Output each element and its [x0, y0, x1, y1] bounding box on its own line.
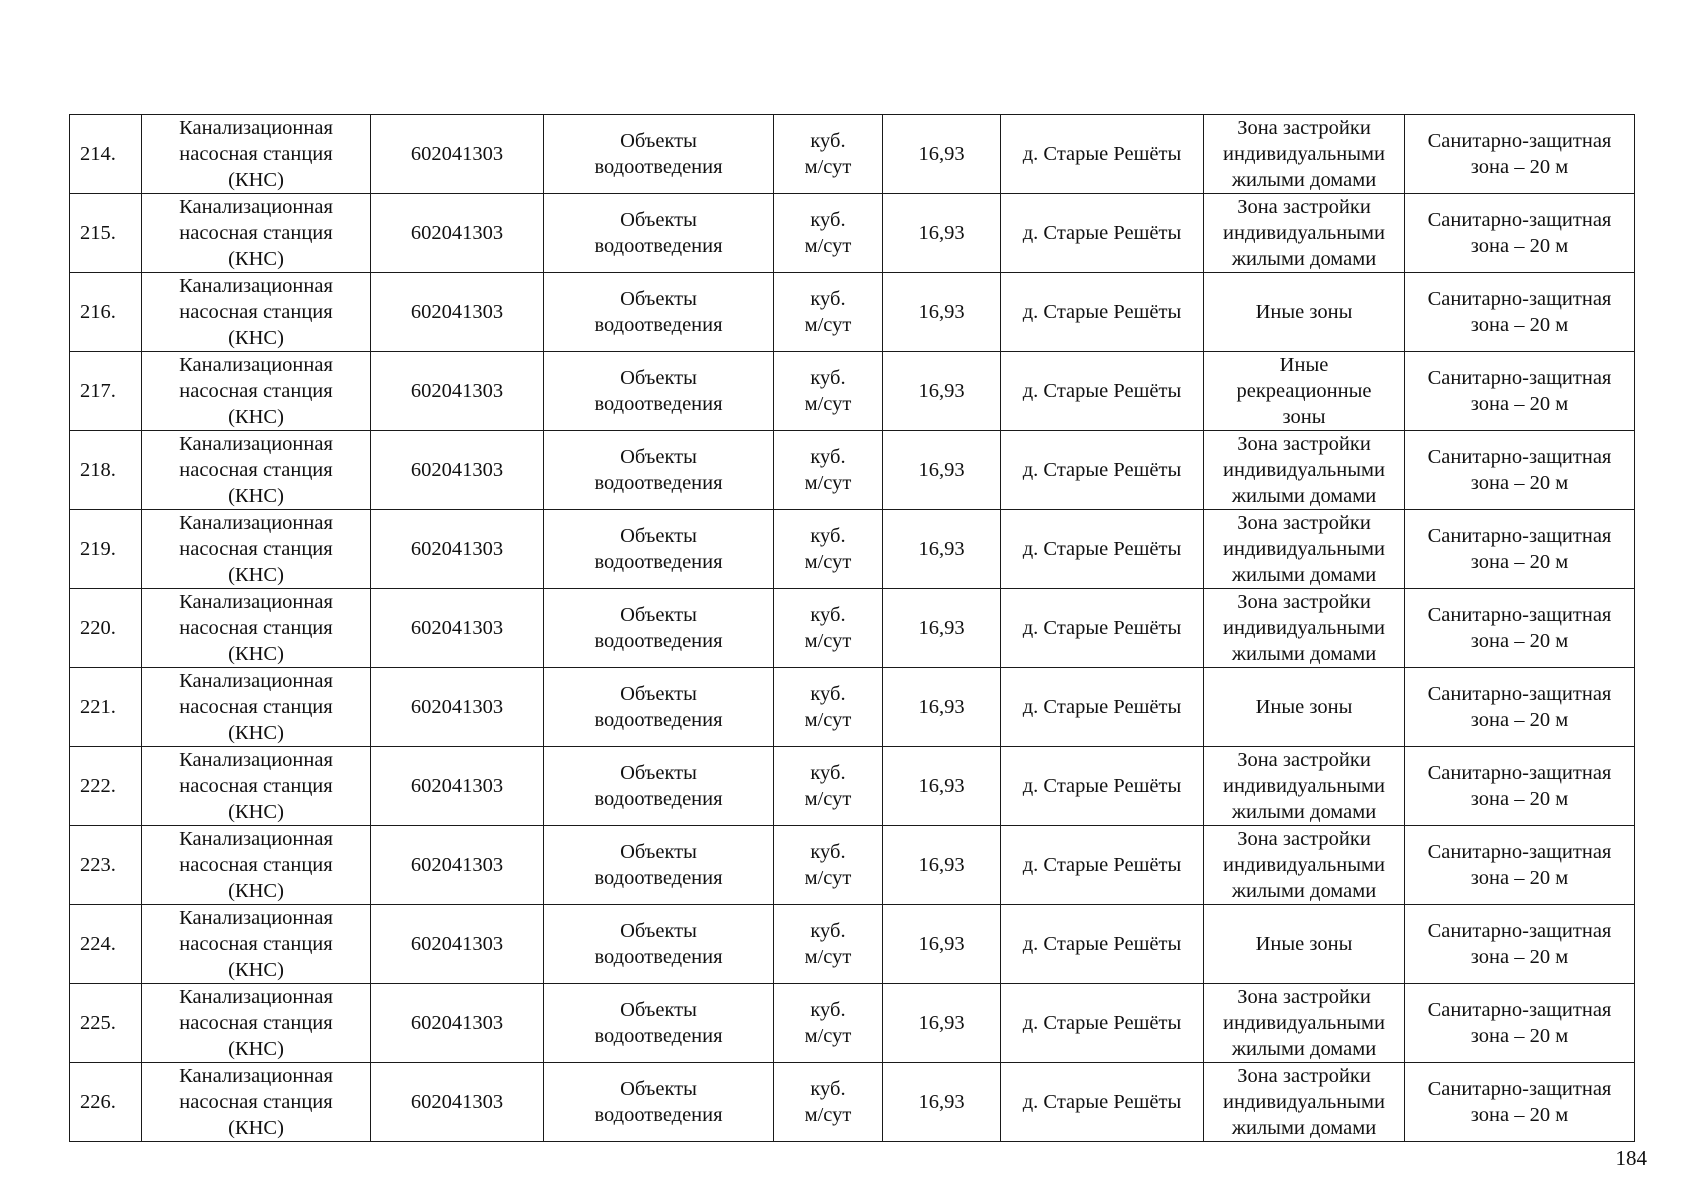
object-type-cell-line: Объекты: [620, 920, 697, 942]
unit-cell-line: м/сут: [804, 709, 852, 731]
table-row: [70, 510, 1635, 589]
row-number-cell: 226.: [70, 1063, 142, 1142]
object-name-cell: [142, 984, 371, 1063]
object-name-cell-line: Канализационная: [179, 670, 333, 692]
unit-cell: [774, 747, 883, 826]
unit-cell: [774, 668, 883, 747]
facilities-table: [69, 114, 1635, 1142]
object-name-cell: [142, 1063, 371, 1142]
table-row: [70, 1063, 1635, 1142]
unit-cell-line: м/сут: [804, 788, 852, 810]
row-number-cell: 216.: [70, 273, 142, 352]
object-name-cell-line: (КНС): [228, 959, 284, 981]
object-name-cell: [142, 747, 371, 826]
object-type-cell-line: водоотведения: [594, 1025, 723, 1047]
unit-cell-line: м/сут: [804, 1025, 852, 1047]
object-type-cell: [544, 1063, 774, 1142]
row-number-cell: 219.: [70, 510, 142, 589]
zone-cell-line: Иные: [1279, 354, 1329, 376]
restriction-cell: [1405, 510, 1635, 589]
restriction-cell: [1405, 668, 1635, 747]
object-type-cell: [544, 115, 774, 194]
unit-cell-line: куб.: [810, 209, 846, 231]
restriction-cell: [1405, 431, 1635, 510]
object-name-cell: [142, 510, 371, 589]
restriction-cell-line: Санитарно-защитная: [1427, 841, 1612, 863]
location-cell: д. Старые Решёты: [1001, 589, 1204, 668]
restriction-cell-line: зона – 20 м: [1470, 235, 1569, 257]
object-type-cell-line: Объекты: [620, 525, 697, 547]
object-name-cell-line: насосная станция: [179, 775, 333, 797]
object-code-cell: 602041303: [371, 668, 544, 747]
zone-cell-line: зоны: [1282, 406, 1326, 428]
object-name-cell-line: Канализационная: [179, 433, 333, 455]
table-row: [70, 194, 1635, 273]
capacity-value-cell: 16,93: [883, 747, 1001, 826]
object-name-cell: [142, 273, 371, 352]
object-type-cell: [544, 431, 774, 510]
object-name-cell-line: Канализационная: [179, 354, 333, 376]
object-name-cell-line: Канализационная: [179, 512, 333, 534]
table-row: [70, 826, 1635, 905]
object-name-cell-line: (КНС): [228, 564, 284, 586]
capacity-value-cell: 16,93: [883, 194, 1001, 273]
table-row: [70, 352, 1635, 431]
table-body: [70, 115, 1635, 1142]
zone-cell-line: жилыми домами: [1231, 880, 1377, 902]
unit-cell: [774, 984, 883, 1063]
object-code-cell: 602041303: [371, 826, 544, 905]
restriction-cell: [1405, 826, 1635, 905]
object-code-cell: 602041303: [371, 589, 544, 668]
restriction-cell: [1405, 905, 1635, 984]
unit-cell-line: куб.: [810, 367, 846, 389]
object-name-cell: [142, 431, 371, 510]
unit-cell-line: куб.: [810, 288, 846, 310]
object-name-cell-line: Канализационная: [179, 907, 333, 929]
zone-cell-line: Зона застройки: [1237, 196, 1371, 218]
zone-cell-line: жилыми домами: [1231, 1117, 1377, 1139]
object-name-cell-line: насосная станция: [179, 933, 333, 955]
unit-cell-line: куб.: [810, 130, 846, 152]
zone-cell: [1204, 194, 1405, 273]
object-type-cell-line: водоотведения: [594, 156, 723, 178]
object-type-cell-line: Объекты: [620, 999, 697, 1021]
capacity-value-cell: 16,93: [883, 668, 1001, 747]
object-name-cell-line: Канализационная: [179, 196, 333, 218]
table-row: [70, 905, 1635, 984]
unit-cell-line: куб.: [810, 920, 846, 942]
object-name-cell-line: Канализационная: [179, 749, 333, 771]
restriction-cell: [1405, 194, 1635, 273]
object-type-cell-line: водоотведения: [594, 393, 723, 415]
row-number-cell: 225.: [70, 984, 142, 1063]
object-type-cell: [544, 826, 774, 905]
zone-cell: [1204, 589, 1405, 668]
row-number-cell: 224.: [70, 905, 142, 984]
object-name-cell: [142, 352, 371, 431]
restriction-cell-line: Санитарно-защитная: [1427, 209, 1612, 231]
unit-cell-line: м/сут: [804, 630, 852, 652]
zone-cell: [1204, 115, 1405, 194]
object-name-cell-line: насосная станция: [179, 380, 333, 402]
unit-cell-line: м/сут: [804, 1104, 852, 1126]
object-code-cell: 602041303: [371, 984, 544, 1063]
zone-cell-line: Иные зоны: [1255, 933, 1353, 955]
restriction-cell-line: Санитарно-защитная: [1427, 604, 1612, 626]
object-name-cell-line: (КНС): [228, 643, 284, 665]
object-type-cell-line: водоотведения: [594, 314, 723, 336]
object-name-cell-line: насосная станция: [179, 854, 333, 876]
object-code-cell: 602041303: [371, 510, 544, 589]
unit-cell-line: м/сут: [804, 946, 852, 968]
table-row: [70, 984, 1635, 1063]
object-type-cell-line: водоотведения: [594, 1104, 723, 1126]
object-type-cell-line: водоотведения: [594, 472, 723, 494]
restriction-cell-line: Санитарно-защитная: [1427, 130, 1612, 152]
restriction-cell: [1405, 747, 1635, 826]
zone-cell: [1204, 510, 1405, 589]
row-number-cell: 215.: [70, 194, 142, 273]
zone-cell-line: Зона застройки: [1237, 986, 1371, 1008]
zone-cell-line: Зона застройки: [1237, 1065, 1371, 1087]
location-cell: д. Старые Решёты: [1001, 984, 1204, 1063]
page-number: 184: [1615, 1146, 1647, 1170]
row-number-cell: 221.: [70, 668, 142, 747]
object-code-cell: 602041303: [371, 352, 544, 431]
zone-cell-line: Иные зоны: [1255, 301, 1353, 323]
object-type-cell: [544, 984, 774, 1063]
zone-cell-line: Зона застройки: [1237, 117, 1371, 139]
location-cell: д. Старые Решёты: [1001, 668, 1204, 747]
capacity-value-cell: 16,93: [883, 984, 1001, 1063]
unit-cell-line: м/сут: [804, 867, 852, 889]
object-code-cell: 602041303: [371, 747, 544, 826]
object-type-cell: [544, 747, 774, 826]
object-type-cell-line: водоотведения: [594, 709, 723, 731]
restriction-cell-line: зона – 20 м: [1470, 1104, 1569, 1126]
restriction-cell-line: Санитарно-защитная: [1427, 525, 1612, 547]
location-cell: д. Старые Решёты: [1001, 115, 1204, 194]
object-type-cell-line: водоотведения: [594, 788, 723, 810]
object-type-cell-line: водоотведения: [594, 630, 723, 652]
table-row: [70, 668, 1635, 747]
location-cell: д. Старые Решёты: [1001, 194, 1204, 273]
row-number-cell: 218.: [70, 431, 142, 510]
object-type-cell-line: Объекты: [620, 841, 697, 863]
object-name-cell-line: (КНС): [228, 485, 284, 507]
object-type-cell-line: Объекты: [620, 604, 697, 626]
restriction-cell-line: Санитарно-защитная: [1427, 1078, 1612, 1100]
object-type-cell-line: водоотведения: [594, 235, 723, 257]
location-cell: д. Старые Решёты: [1001, 826, 1204, 905]
object-type-cell: [544, 352, 774, 431]
unit-cell-line: куб.: [810, 762, 846, 784]
zone-cell-line: жилыми домами: [1231, 801, 1377, 823]
zone-cell-line: индивидуальными: [1223, 854, 1385, 876]
zone-cell-line: жилыми домами: [1231, 643, 1377, 665]
object-name-cell-line: (КНС): [228, 1038, 284, 1060]
table-row: [70, 115, 1635, 194]
zone-cell-line: индивидуальными: [1223, 538, 1385, 560]
restriction-cell-line: Санитарно-защитная: [1427, 762, 1612, 784]
restriction-cell-line: Санитарно-защитная: [1427, 920, 1612, 942]
object-type-cell-line: водоотведения: [594, 551, 723, 573]
zone-cell-line: индивидуальными: [1223, 222, 1385, 244]
zone-cell: [1204, 668, 1405, 747]
restriction-cell: [1405, 984, 1635, 1063]
capacity-value-cell: 16,93: [883, 273, 1001, 352]
unit-cell: [774, 826, 883, 905]
object-name-cell-line: (КНС): [228, 722, 284, 744]
location-cell: д. Старые Решёты: [1001, 352, 1204, 431]
restriction-cell-line: Санитарно-защитная: [1427, 999, 1612, 1021]
object-type-cell: [544, 273, 774, 352]
capacity-value-cell: 16,93: [883, 826, 1001, 905]
zone-cell-line: Зона застройки: [1237, 828, 1371, 850]
object-code-cell: 602041303: [371, 1063, 544, 1142]
unit-cell-line: м/сут: [804, 551, 852, 573]
object-code-cell: 602041303: [371, 194, 544, 273]
zone-cell-line: индивидуальными: [1223, 1091, 1385, 1113]
capacity-value-cell: 16,93: [883, 1063, 1001, 1142]
object-name-cell: [142, 668, 371, 747]
object-type-cell-line: Объекты: [620, 683, 697, 705]
object-type-cell: [544, 194, 774, 273]
zone-cell-line: индивидуальными: [1223, 143, 1385, 165]
unit-cell: [774, 1063, 883, 1142]
zone-cell: [1204, 273, 1405, 352]
row-number-cell: 223.: [70, 826, 142, 905]
location-cell: д. Старые Решёты: [1001, 273, 1204, 352]
restriction-cell: [1405, 273, 1635, 352]
capacity-value-cell: 16,93: [883, 589, 1001, 668]
unit-cell-line: м/сут: [804, 393, 852, 415]
object-name-cell-line: Канализационная: [179, 828, 333, 850]
unit-cell-line: м/сут: [804, 472, 852, 494]
object-name-cell-line: Канализационная: [179, 986, 333, 1008]
object-name-cell-line: (КНС): [228, 801, 284, 823]
restriction-cell-line: зона – 20 м: [1470, 788, 1569, 810]
object-name-cell-line: насосная станция: [179, 696, 333, 718]
location-cell: д. Старые Решёты: [1001, 510, 1204, 589]
unit-cell-line: м/сут: [804, 235, 852, 257]
location-cell: д. Старые Решёты: [1001, 747, 1204, 826]
zone-cell-line: Зона застройки: [1237, 433, 1371, 455]
object-type-cell-line: Объекты: [620, 762, 697, 784]
capacity-value-cell: 16,93: [883, 115, 1001, 194]
row-number-cell: 214.: [70, 115, 142, 194]
unit-cell-line: куб.: [810, 1078, 846, 1100]
restriction-cell-line: Санитарно-защитная: [1427, 683, 1612, 705]
restriction-cell-line: Санитарно-защитная: [1427, 446, 1612, 468]
restriction-cell: [1405, 352, 1635, 431]
unit-cell-line: куб.: [810, 683, 846, 705]
object-code-cell: 602041303: [371, 115, 544, 194]
restriction-cell-line: Санитарно-защитная: [1427, 367, 1612, 389]
zone-cell-line: рекреационные: [1236, 380, 1372, 402]
table-row: [70, 431, 1635, 510]
unit-cell-line: м/сут: [804, 156, 852, 178]
zone-cell-line: жилыми домами: [1231, 169, 1377, 191]
zone-cell-line: Зона застройки: [1237, 512, 1371, 534]
object-name-cell: [142, 589, 371, 668]
restriction-cell-line: зона – 20 м: [1470, 709, 1569, 731]
row-number-cell: 217.: [70, 352, 142, 431]
zone-cell: [1204, 747, 1405, 826]
location-cell: д. Старые Решёты: [1001, 431, 1204, 510]
zone-cell-line: индивидуальными: [1223, 1012, 1385, 1034]
restriction-cell-line: зона – 20 м: [1470, 393, 1569, 415]
object-name-cell: [142, 115, 371, 194]
restriction-cell-line: зона – 20 м: [1470, 551, 1569, 573]
zone-cell: [1204, 1063, 1405, 1142]
object-type-cell: [544, 589, 774, 668]
unit-cell: [774, 589, 883, 668]
restriction-cell-line: зона – 20 м: [1470, 867, 1569, 889]
unit-cell-line: куб.: [810, 446, 846, 468]
object-name-cell-line: (КНС): [228, 406, 284, 428]
unit-cell-line: куб.: [810, 999, 846, 1021]
object-type-cell-line: Объекты: [620, 288, 697, 310]
restriction-cell-line: зона – 20 м: [1470, 946, 1569, 968]
object-type-cell-line: Объекты: [620, 446, 697, 468]
capacity-value-cell: 16,93: [883, 352, 1001, 431]
object-name-cell-line: насосная станция: [179, 617, 333, 639]
zone-cell: [1204, 352, 1405, 431]
zone-cell-line: жилыми домами: [1231, 564, 1377, 586]
unit-cell: [774, 352, 883, 431]
object-type-cell-line: Объекты: [620, 130, 697, 152]
object-type-cell-line: Объекты: [620, 209, 697, 231]
unit-cell: [774, 431, 883, 510]
object-code-cell: 602041303: [371, 273, 544, 352]
table-row: [70, 273, 1635, 352]
restriction-cell-line: зона – 20 м: [1470, 314, 1569, 336]
unit-cell-line: куб.: [810, 841, 846, 863]
restriction-cell: [1405, 589, 1635, 668]
restriction-cell-line: зона – 20 м: [1470, 472, 1569, 494]
object-name-cell-line: (КНС): [228, 880, 284, 902]
row-number-cell: 222.: [70, 747, 142, 826]
object-type-cell-line: водоотведения: [594, 867, 723, 889]
object-name-cell-line: (КНС): [228, 248, 284, 270]
object-type-cell: [544, 510, 774, 589]
object-name-cell: [142, 826, 371, 905]
restriction-cell: [1405, 1063, 1635, 1142]
zone-cell: [1204, 905, 1405, 984]
capacity-value-cell: 16,93: [883, 905, 1001, 984]
object-name-cell: [142, 194, 371, 273]
location-cell: д. Старые Решёты: [1001, 1063, 1204, 1142]
object-name-cell-line: (КНС): [228, 327, 284, 349]
unit-cell: [774, 905, 883, 984]
zone-cell: [1204, 431, 1405, 510]
zone-cell-line: индивидуальными: [1223, 459, 1385, 481]
object-name-cell-line: Канализационная: [179, 1065, 333, 1087]
object-name-cell: [142, 905, 371, 984]
zone-cell: [1204, 826, 1405, 905]
object-code-cell: 602041303: [371, 905, 544, 984]
table-row: [70, 747, 1635, 826]
zone-cell-line: Зона застройки: [1237, 749, 1371, 771]
unit-cell-line: куб.: [810, 525, 846, 547]
zone-cell-line: жилыми домами: [1231, 248, 1377, 270]
zone-cell: [1204, 984, 1405, 1063]
object-name-cell-line: насосная станция: [179, 143, 333, 165]
zone-cell-line: индивидуальными: [1223, 775, 1385, 797]
table-row: [70, 589, 1635, 668]
object-name-cell-line: насосная станция: [179, 538, 333, 560]
restriction-cell-line: зона – 20 м: [1470, 1025, 1569, 1047]
object-type-cell: [544, 905, 774, 984]
object-name-cell-line: насосная станция: [179, 222, 333, 244]
object-name-cell-line: насосная станция: [179, 459, 333, 481]
zone-cell-line: индивидуальными: [1223, 617, 1385, 639]
capacity-value-cell: 16,93: [883, 431, 1001, 510]
object-name-cell-line: насосная станция: [179, 1012, 333, 1034]
unit-cell: [774, 510, 883, 589]
restriction-cell-line: зона – 20 м: [1470, 156, 1569, 178]
capacity-value-cell: 16,93: [883, 510, 1001, 589]
object-name-cell-line: Канализационная: [179, 591, 333, 613]
zone-cell-line: Иные зоны: [1255, 696, 1353, 718]
object-name-cell-line: насосная станция: [179, 1091, 333, 1113]
unit-cell: [774, 115, 883, 194]
row-number-cell: 220.: [70, 589, 142, 668]
object-type-cell-line: Объекты: [620, 1078, 697, 1100]
object-name-cell-line: Канализационная: [179, 275, 333, 297]
zone-cell-line: жилыми домами: [1231, 485, 1377, 507]
object-type-cell-line: Объекты: [620, 367, 697, 389]
object-type-cell: [544, 668, 774, 747]
unit-cell-line: м/сут: [804, 314, 852, 336]
unit-cell: [774, 194, 883, 273]
location-cell: д. Старые Решёты: [1001, 905, 1204, 984]
restriction-cell: [1405, 115, 1635, 194]
zone-cell-line: жилыми домами: [1231, 1038, 1377, 1060]
object-name-cell-line: (КНС): [228, 169, 284, 191]
unit-cell-line: куб.: [810, 604, 846, 626]
restriction-cell-line: Санитарно-защитная: [1427, 288, 1612, 310]
object-name-cell-line: (КНС): [228, 1117, 284, 1139]
unit-cell: [774, 273, 883, 352]
object-code-cell: 602041303: [371, 431, 544, 510]
object-name-cell-line: насосная станция: [179, 301, 333, 323]
restriction-cell-line: зона – 20 м: [1470, 630, 1569, 652]
zone-cell-line: Зона застройки: [1237, 591, 1371, 613]
object-type-cell-line: водоотведения: [594, 946, 723, 968]
object-name-cell-line: Канализационная: [179, 117, 333, 139]
